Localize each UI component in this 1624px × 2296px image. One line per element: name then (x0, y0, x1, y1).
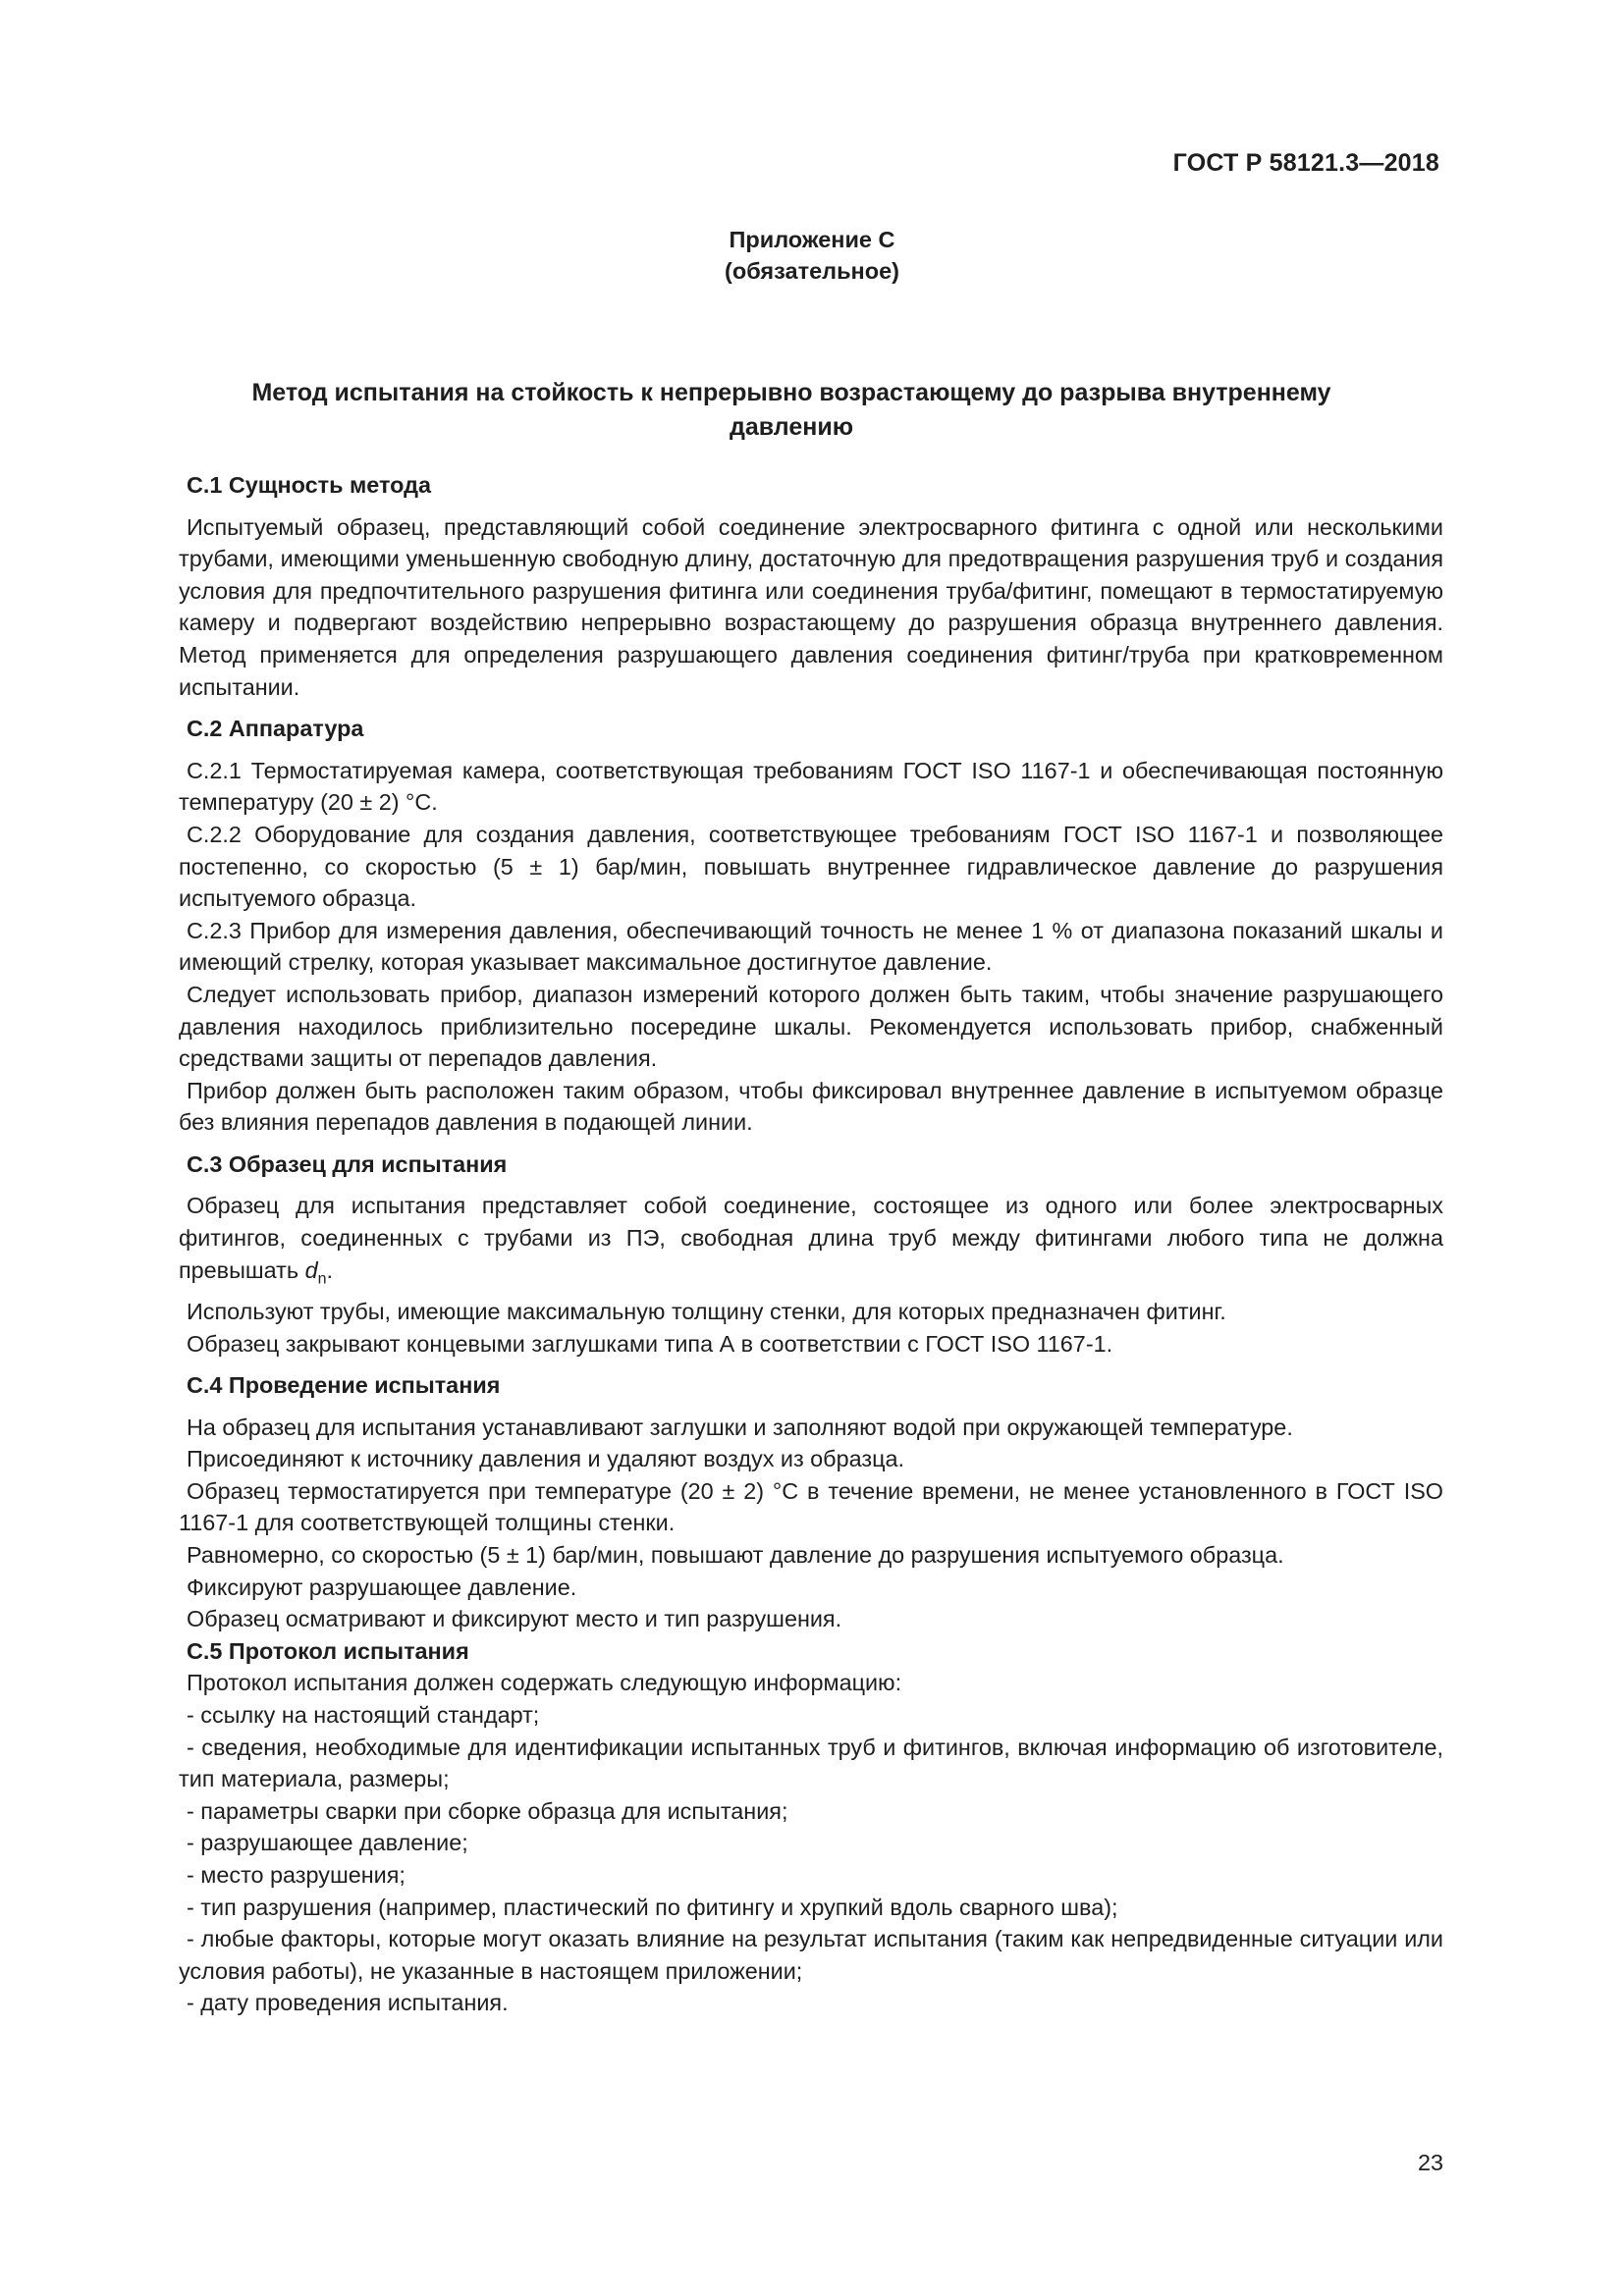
section-c1-heading: С.1 Сущность метода (187, 472, 431, 498)
document-title-line1: Метод испытания на стойкость к непрерывно возрастающему до разрыва внутреннему (251, 379, 1331, 406)
nominal-diameter-subscript: n (317, 1270, 327, 1288)
section-c4-paragraph-5: Фиксируют разрушающее давление. (187, 1574, 577, 1600)
standard-designation: ГОСТ Р 58121.3—2018 (1172, 149, 1439, 177)
nominal-diameter-symbol: d (304, 1256, 318, 1283)
section-c3-paragraph-1-text: Образец для испытания представляет собой соединение, состоящее из одного или более электросварных фитингов, соединенных с трубами из ПЭ, свободная длина труб между фитингами любого типа не должна превышать (179, 1193, 1443, 1283)
section-c2-paragraph-3: С.2.3 Прибор для измерения давления, обеспечивающий точность не менее 1 % от диапазона показаний шкалы и имеющий стрелку, которая указывает максимальное достигнутое давление. (179, 917, 1443, 976)
document-title (169, 376, 1414, 445)
section-c4-paragraph-3: Образец термостатируется при температуре (20 ± 2) °С в течение времени, не менее установленного в ГОСТ ISO 1167-1 для соответствующей толщины стенки. (179, 1477, 1443, 1536)
section-c3-paragraph-2: Используют трубы, имеющие максимальную толщину стенки, для которых предназначен фитинг. (187, 1298, 1226, 1324)
appendix-label: Приложение С (729, 227, 895, 252)
section-c2-heading: С.2 Аппаратура (187, 716, 364, 742)
appendix-heading (0, 224, 1624, 287)
document-body (179, 469, 1443, 2019)
section-c3-paragraph-1-end: . (326, 1256, 334, 1283)
section-c3-heading: С.3 Образец для испытания (187, 1150, 508, 1177)
section-c2-paragraph-5: Прибор должен быть расположен таким образом, чтобы фиксировал внутреннее давление в испытуемом образце без влияния перепадов давления в подающей линии. (179, 1077, 1443, 1136)
section-c4-paragraph-2: Присоединяют к источнику давления и удаляют воздух из образца. (187, 1446, 904, 1472)
section-c5-intro: Протокол испытания должен содержать следующую информацию: (187, 1670, 902, 1696)
section-c4-paragraph-4: Равномерно, со скоростью (5 ± 1) бар/мин, повышают давление до разрушения испытуемого образца. (187, 1542, 1284, 1569)
section-c2-paragraph-4: Следует использовать прибор, диапазон измерений которого должен быть таким, чтобы значение разрушающего давления находилось приблизительно посередине шкалы. Рекомендуется использовать прибор, снабженный средствами защиты от перепадов давления. (179, 981, 1443, 1072)
protocol-list-item: - дату проведения испытания. (187, 1990, 509, 2016)
section-c3-paragraph-3: Образец закрывают концевыми заглушками типа А в соответствии с ГОСТ ISO 1167-1. (187, 1330, 1113, 1357)
section-c2-paragraph-2: С.2.2 Оборудование для создания давления, соответствующее требованиям ГОСТ ISO 1167-1 и позволяющее постепенно, со скоростью (5 ± 1) бар/мин, повышать внутреннее гидравлическое давление до разрушения испытуемого образца. (179, 821, 1443, 912)
protocol-list-item: - сведения, необходимые для идентификации испытанных труб и фитингов, включая информацию об изготовителе, тип материала, размеры; (179, 1734, 1443, 1792)
section-c2-paragraph-1: С.2.1 Термостатируемая камера, соответствующая требованиям ГОСТ ISO 1167-1 и обеспечивающая постоянную температуру (20 ± 2) °С. (179, 757, 1443, 816)
protocol-list-item: - разрушающее давление; (187, 1830, 468, 1856)
section-c4-paragraph-6: Образец осматривают и фиксируют место и тип разрушения. (187, 1606, 842, 1632)
appendix-status: (обязательное) (725, 258, 899, 284)
section-c4-heading: С.4 Проведение испытания (187, 1372, 501, 1399)
section-c5-heading: С.5 Протокол испытания (187, 1637, 469, 1664)
protocol-list-item: - ссылку на настоящий стандарт; (187, 1702, 540, 1729)
protocol-list-item: - параметры сварки при сборке образца для испытания; (187, 1797, 788, 1824)
section-c3-paragraph-1 (179, 1190, 1443, 1295)
protocol-list-item: - тип разрушения (например, пластический по фитингу и хрупкий вдоль сварного шва); (187, 1894, 1118, 1920)
document-title-line2: давлению (729, 413, 854, 441)
protocol-list-item: - место разрушения; (187, 1862, 406, 1889)
page-number: 23 (1417, 2150, 1443, 2175)
section-c4-paragraph-1: На образец для испытания устанавливают заглушки и заполняют водой при окружающей температуре. (187, 1414, 1293, 1440)
protocol-list-item: - любые факторы, которые могут оказать влияние на результат испытания (таким как непредвиденные ситуации или условия работы), не указанные в настоящем приложении; (179, 1926, 1443, 1984)
section-c1-paragraph: Испытуемый образец, представляющий собой соединение электросварного фитинга с одной или несколькими трубами, имеющими уменьшенную свободную длину, достаточную для предотвращения разрушения труб и создания условия для предпочтительного разрушения фитинга или соединения труба/фитинг, помещают в термостатируемую камеру и подвергают воздействию непрерывно возрастающему до разрушения образца внутреннего давления. Метод применяется для определения разрушающего давления соединения фитинг/труба при кратковременном испытании. (179, 513, 1443, 700)
